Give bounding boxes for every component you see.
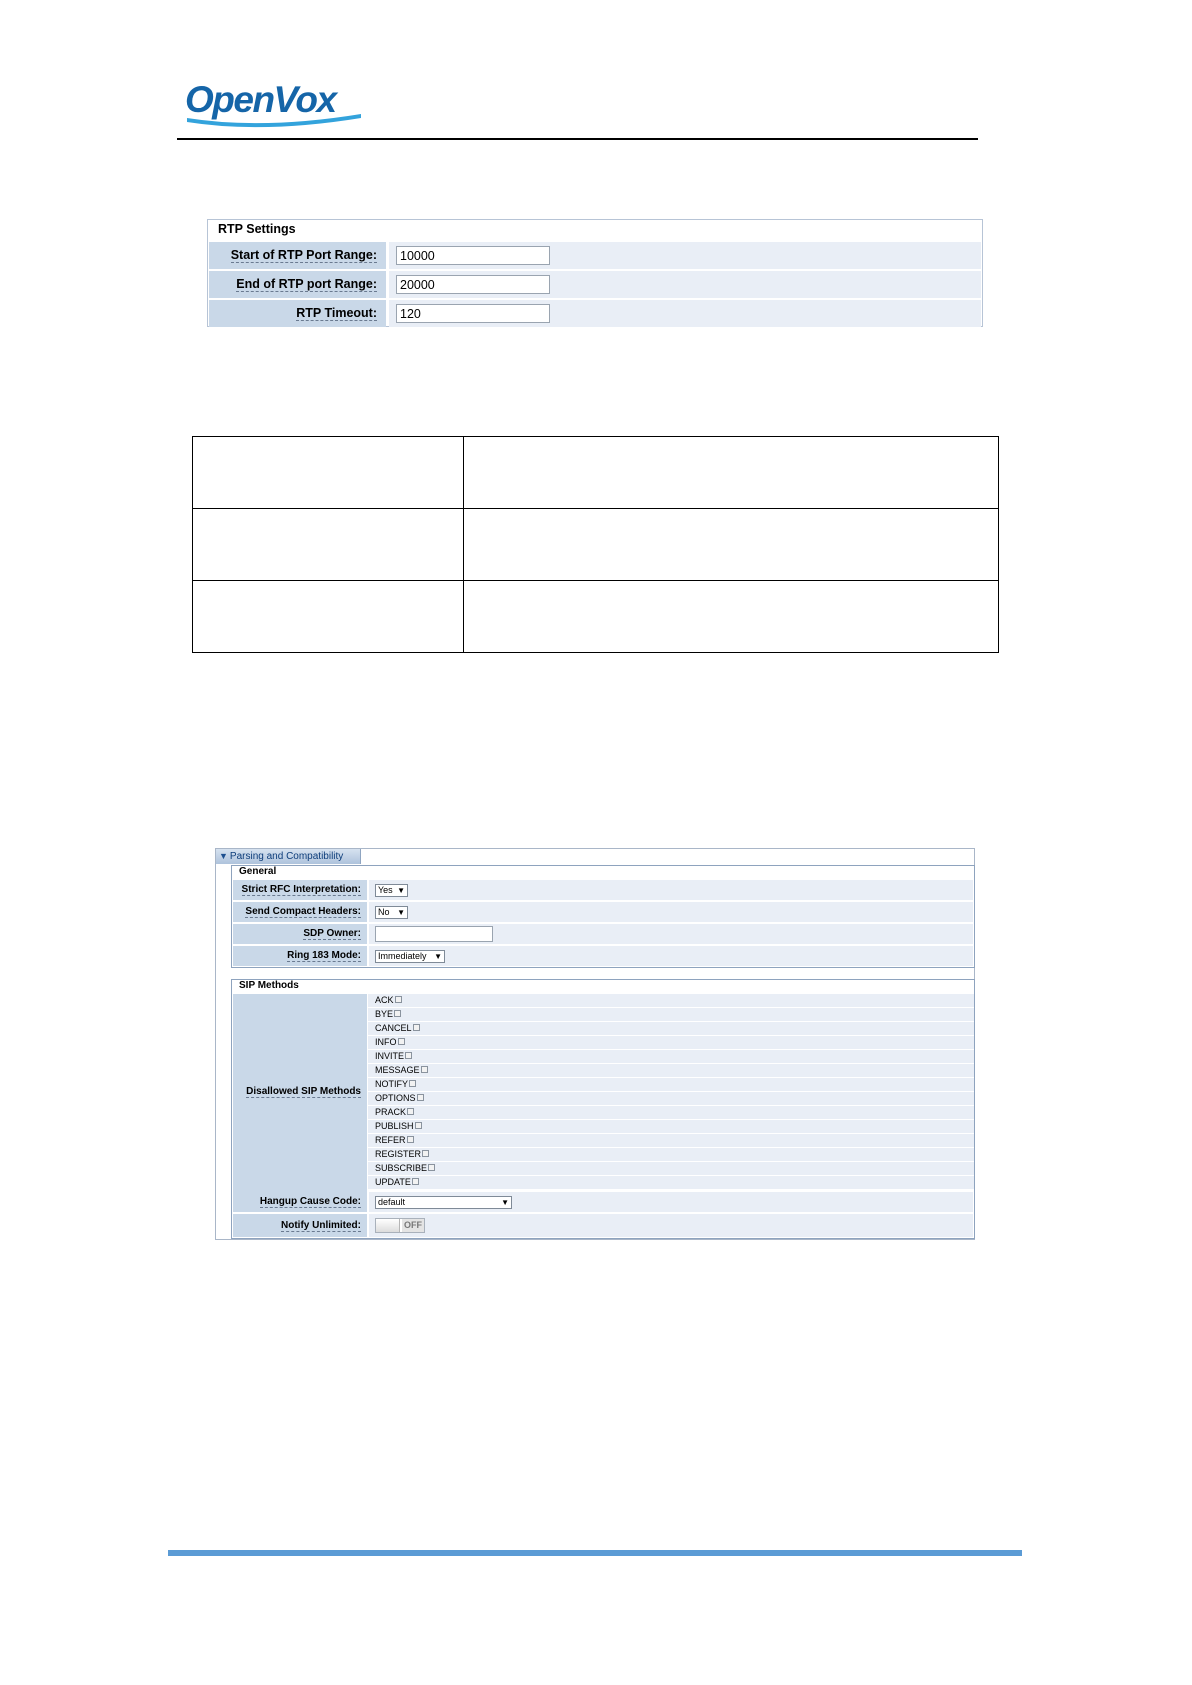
checkbox-message[interactable]	[421, 1066, 428, 1073]
notify-unlimited-label: Notify Unlimited:	[281, 1220, 361, 1231]
dropdown-arrow-icon: ▼	[434, 952, 442, 961]
disallowed-methods-label: Disallowed SIP Methods	[246, 1086, 361, 1097]
table-cell	[193, 437, 464, 509]
strict-rfc-value: Yes	[378, 885, 393, 895]
table-cell	[464, 581, 999, 653]
notify-unlimited-row	[233, 1214, 973, 1237]
collapse-triangle-icon: ▼	[219, 851, 228, 861]
rtp-start-label: Start of RTP Port Range:	[230, 248, 377, 262]
strict-rfc-label: Strict RFC Interpretation:	[241, 884, 361, 895]
footer-divider	[168, 1550, 1022, 1556]
rtp-end-input[interactable]	[396, 275, 550, 294]
ring183-value: Immediately	[378, 951, 427, 961]
dropdown-arrow-icon: ▼	[397, 908, 405, 917]
sip-methods-fieldset	[231, 979, 975, 1239]
compact-headers-row	[233, 902, 973, 922]
table-row	[193, 581, 999, 653]
compact-headers-select[interactable]	[375, 906, 408, 919]
checkbox-publish[interactable]	[415, 1122, 422, 1129]
checkbox-invite[interactable]	[405, 1052, 412, 1059]
method-refer: REFER	[368, 1134, 974, 1147]
table-cell	[193, 581, 464, 653]
sdp-owner-label: SDP Owner:	[303, 928, 361, 939]
checkbox-cancel[interactable]	[413, 1024, 420, 1031]
toggle-knob	[376, 1219, 400, 1232]
general-fieldset	[231, 865, 975, 968]
method-ack: ACK	[368, 994, 974, 1007]
rtp-start-input[interactable]	[396, 246, 550, 265]
logo-wordmark: OpenVox	[185, 79, 336, 120]
toggle-state: OFF	[404, 1220, 422, 1230]
strict-rfc-row	[233, 880, 973, 900]
parsing-compatibility-tab[interactable]	[216, 849, 361, 864]
compact-headers-value: No	[378, 907, 390, 917]
method-notify: NOTIFY	[368, 1078, 974, 1091]
rtp-end-row	[209, 271, 981, 298]
checkbox-update[interactable]	[412, 1178, 419, 1185]
method-message: MESSAGE	[368, 1064, 974, 1077]
sip-methods-legend: SIP Methods	[239, 980, 299, 991]
ring183-row	[233, 946, 973, 966]
method-options: OPTIONS	[368, 1092, 974, 1105]
checkbox-notify[interactable]	[409, 1080, 416, 1087]
method-update: UPDATE	[368, 1176, 974, 1189]
table-cell	[193, 509, 464, 581]
method-invite: INVITE	[368, 1050, 974, 1063]
notify-unlimited-toggle[interactable]	[375, 1218, 425, 1233]
dropdown-arrow-icon: ▼	[397, 886, 405, 895]
table-row	[193, 509, 999, 581]
table-cell	[464, 509, 999, 581]
checkbox-prack[interactable]	[407, 1108, 414, 1115]
rtp-end-label: End of RTP port Range:	[236, 277, 377, 291]
parsing-tab-label: Parsing and Compatibility	[229, 851, 344, 862]
rtp-timeout-row	[209, 300, 981, 327]
hangup-cause-label: Hangup Cause Code:	[259, 1196, 361, 1207]
ring183-select[interactable]	[375, 950, 445, 963]
checkbox-subscribe[interactable]	[428, 1164, 435, 1171]
openvox-logo	[183, 74, 373, 130]
hangup-cause-row	[233, 1192, 973, 1212]
hangup-cause-select[interactable]	[375, 1196, 512, 1209]
method-info: INFO	[368, 1036, 974, 1049]
checkbox-info[interactable]	[398, 1038, 405, 1045]
method-register: REGISTER	[368, 1148, 974, 1161]
method-publish: PUBLISH	[368, 1120, 974, 1133]
rtp-timeout-label: RTP Timeout:	[296, 306, 377, 320]
checkbox-register[interactable]	[422, 1150, 429, 1157]
rtp-start-row	[209, 242, 981, 269]
general-legend: General	[239, 866, 277, 877]
method-cancel: CANCEL	[368, 1022, 974, 1035]
sdp-owner-row	[233, 924, 973, 944]
rtp-settings-panel	[207, 219, 983, 327]
strict-rfc-select[interactable]	[375, 884, 408, 897]
checkbox-refer[interactable]	[407, 1136, 414, 1143]
ring183-label: Ring 183 Mode:	[287, 950, 361, 961]
compact-headers-label: Send Compact Headers:	[245, 906, 361, 917]
disallowed-methods-label-cell	[233, 994, 368, 1192]
method-bye: BYE	[368, 1008, 974, 1021]
table-cell	[464, 437, 999, 509]
description-table	[192, 436, 999, 653]
checkbox-bye[interactable]	[394, 1010, 401, 1017]
method-subscribe: SUBSCRIBE	[368, 1162, 974, 1175]
checkbox-options[interactable]	[417, 1094, 424, 1101]
hangup-cause-value: default	[378, 1197, 406, 1207]
sdp-owner-input[interactable]	[375, 926, 493, 942]
rtp-settings-title: RTP Settings	[218, 222, 296, 236]
header-divider	[177, 138, 978, 140]
checkbox-ack[interactable]	[395, 996, 402, 1003]
parsing-compatibility-panel	[215, 848, 975, 1240]
rtp-timeout-input[interactable]	[396, 304, 550, 323]
table-row	[193, 437, 999, 509]
dropdown-arrow-icon: ▼	[501, 1198, 509, 1207]
method-prack: PRACK	[368, 1106, 974, 1119]
